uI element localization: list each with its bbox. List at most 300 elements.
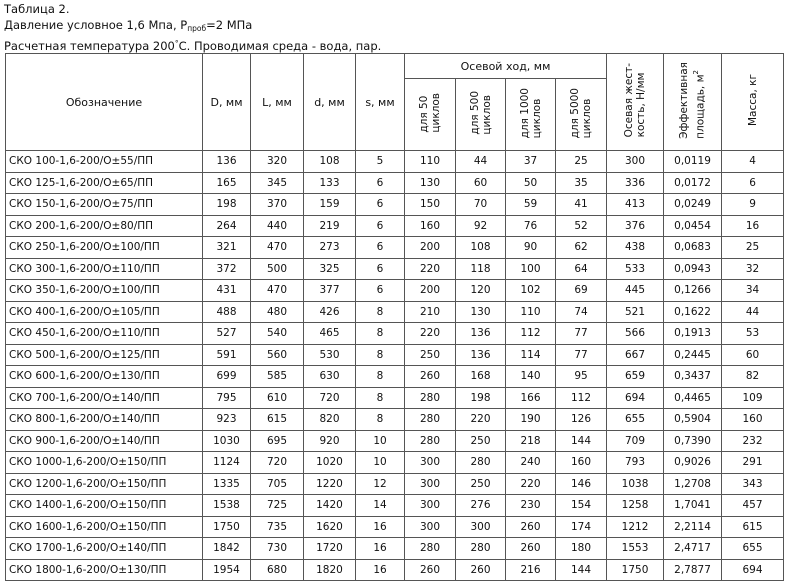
cell-D: 1842	[203, 538, 251, 560]
cell-D: 264	[203, 215, 251, 237]
c5000-label-2: циклов	[581, 98, 594, 139]
cell-50-cycles: 150	[405, 194, 456, 216]
cell-area: 2,2114	[664, 516, 722, 538]
cell-50-cycles: 200	[405, 237, 456, 259]
cell-50-cycles: 280	[405, 430, 456, 452]
cell-1000-cycles: 166	[506, 387, 556, 409]
cell-50-cycles: 260	[405, 559, 456, 581]
cell-area: 2,4717	[664, 538, 722, 560]
c50-label-1: для 50	[418, 95, 430, 133]
cell-stiffness: 438	[607, 237, 664, 259]
cell-area: 0,3437	[664, 366, 722, 388]
cell-5000-cycles: 64	[556, 258, 607, 280]
cell-1000-cycles: 260	[506, 538, 556, 560]
cell-L: 480	[251, 301, 304, 323]
cell-D: 136	[203, 151, 251, 173]
cell-mass: 32	[722, 258, 784, 280]
cell-mass: 232	[722, 430, 784, 452]
cell-name: СКО 700-1,6-200/О±140/ПП	[6, 387, 203, 409]
cell-stiffness: 445	[607, 280, 664, 302]
cell-stiffness: 1212	[607, 516, 664, 538]
cell-name: СКО 500-1,6-200/О±125/ПП	[6, 344, 203, 366]
cell-L: 560	[251, 344, 304, 366]
cell-50-cycles: 130	[405, 172, 456, 194]
cell-stiffness: 655	[607, 409, 664, 431]
cell-50-cycles: 200	[405, 280, 456, 302]
cell-s: 8	[356, 409, 405, 431]
cell-D: 1750	[203, 516, 251, 538]
cell-name: СКО 150-1,6-200/О±75/ПП	[6, 194, 203, 216]
cell-D: 1954	[203, 559, 251, 581]
cell-s: 6	[356, 215, 405, 237]
degree-mark: °	[174, 39, 179, 48]
cell-50-cycles: 280	[405, 409, 456, 431]
cell-1000-cycles: 59	[506, 194, 556, 216]
cell-50-cycles: 260	[405, 366, 456, 388]
c1000-label-2: циклов	[530, 98, 543, 139]
cell-1000-cycles: 230	[506, 495, 556, 517]
table-row	[6, 430, 784, 452]
cell-stiffness: 709	[607, 430, 664, 452]
cell-stiffness: 566	[607, 323, 664, 345]
cell-name: СКО 350-1,6-200/О±100/ПП	[6, 280, 203, 302]
cell-name: СКО 1800-1,6-200/О±130/ПП	[6, 559, 203, 581]
cell-5000-cycles: 180	[556, 538, 607, 560]
cell-area: 0,7390	[664, 430, 722, 452]
cell-name: СКО 100-1,6-200/О±55/ПП	[6, 151, 203, 173]
cell-stiffness: 336	[607, 172, 664, 194]
cell-s: 16	[356, 516, 405, 538]
cell-50-cycles: 300	[405, 473, 456, 495]
cell-stiffness: 1750	[607, 559, 664, 581]
cell-500-cycles: 280	[456, 452, 506, 474]
cell-50-cycles: 300	[405, 516, 456, 538]
cell-mass: 6	[722, 172, 784, 194]
cell-500-cycles: 92	[456, 215, 506, 237]
cell-area: 0,1622	[664, 301, 722, 323]
cell-L: 320	[251, 151, 304, 173]
cell-500-cycles: 70	[456, 194, 506, 216]
c500-label-1: для 500	[468, 91, 481, 135]
cell-stiffness: 521	[607, 301, 664, 323]
cell-s: 6	[356, 194, 405, 216]
cell-name: СКО 300-1,6-200/О±110/ПП	[6, 258, 203, 280]
cell-mass: 34	[722, 280, 784, 302]
cell-mass: 343	[722, 473, 784, 495]
cell-mass: 82	[722, 366, 784, 388]
cell-stiffness: 667	[607, 344, 664, 366]
cell-1000-cycles: 112	[506, 323, 556, 345]
cell-L: 730	[251, 538, 304, 560]
cell-50-cycles: 300	[405, 452, 456, 474]
table-row	[6, 344, 784, 366]
table-row	[6, 151, 784, 173]
cell-mass: 60	[722, 344, 784, 366]
cell-1000-cycles: 102	[506, 280, 556, 302]
cell-d: 325	[304, 258, 356, 280]
table-row	[6, 366, 784, 388]
pressure-line	[4, 18, 381, 37]
cell-1000-cycles: 140	[506, 366, 556, 388]
cell-5000-cycles: 144	[556, 430, 607, 452]
cell-d: 920	[304, 430, 356, 452]
axial-stroke-group-header: Осевой ход, мм	[405, 54, 607, 79]
cell-stiffness: 533	[607, 258, 664, 280]
area-label-2: площадь, м	[694, 74, 707, 139]
cell-s: 10	[356, 452, 405, 474]
table-row	[6, 215, 784, 237]
cell-D: 591	[203, 344, 251, 366]
cell-s: 8	[356, 344, 405, 366]
cell-mass: 160	[722, 409, 784, 431]
table-row	[6, 409, 784, 431]
table-row	[6, 301, 784, 323]
col-500-cycles-header	[456, 79, 506, 151]
temperature-line	[4, 36, 381, 55]
cell-name: СКО 200-1,6-200/О±80/ПП	[6, 215, 203, 237]
cell-5000-cycles: 41	[556, 194, 607, 216]
c500-label	[469, 91, 493, 135]
cell-name: СКО 1000-1,6-200/О±150/ПП	[6, 452, 203, 474]
mass-label: Масса, кг	[746, 74, 759, 127]
cell-d: 530	[304, 344, 356, 366]
cell-s: 6	[356, 237, 405, 259]
cell-L: 585	[251, 366, 304, 388]
cell-1000-cycles: 50	[506, 172, 556, 194]
cell-area: 0,0119	[664, 151, 722, 173]
cell-D: 1538	[203, 495, 251, 517]
c5000-label-1: для 5000	[569, 87, 582, 139]
cell-mass: 655	[722, 538, 784, 560]
cell-1000-cycles: 216	[506, 559, 556, 581]
cell-stiffness: 1553	[607, 538, 664, 560]
cell-s: 5	[356, 151, 405, 173]
table-body	[6, 151, 784, 581]
cell-d: 377	[304, 280, 356, 302]
cell-s: 14	[356, 495, 405, 517]
table-row	[6, 495, 784, 517]
cell-5000-cycles: 95	[556, 366, 607, 388]
cell-area: 0,0683	[664, 237, 722, 259]
cell-L: 470	[251, 280, 304, 302]
cell-5000-cycles: 77	[556, 344, 607, 366]
cell-s: 6	[356, 280, 405, 302]
area-label-sup: 2	[692, 70, 701, 75]
cell-L: 615	[251, 409, 304, 431]
table-row	[6, 258, 784, 280]
cell-D: 431	[203, 280, 251, 302]
table-row	[6, 237, 784, 259]
cell-s: 10	[356, 430, 405, 452]
cell-d: 159	[304, 194, 356, 216]
cell-area: 0,1266	[664, 280, 722, 302]
cell-50-cycles: 220	[405, 258, 456, 280]
cell-L: 705	[251, 473, 304, 495]
cell-area: 0,4465	[664, 387, 722, 409]
cell-5000-cycles: 112	[556, 387, 607, 409]
cell-s: 6	[356, 172, 405, 194]
cell-1000-cycles: 218	[506, 430, 556, 452]
cell-500-cycles: 136	[456, 323, 506, 345]
col-s-header: s, мм	[356, 54, 405, 151]
cell-5000-cycles: 77	[556, 323, 607, 345]
cell-D: 1124	[203, 452, 251, 474]
cell-name: СКО 900-1,6-200/О±140/ПП	[6, 430, 203, 452]
cell-D: 795	[203, 387, 251, 409]
cell-50-cycles: 110	[405, 151, 456, 173]
cell-5000-cycles: 144	[556, 559, 607, 581]
cell-d: 133	[304, 172, 356, 194]
c1000-label-1: для 1000	[518, 87, 531, 139]
table-row	[6, 280, 784, 302]
cell-L: 470	[251, 237, 304, 259]
cell-name: СКО 1400-1,6-200/О±150/ПП	[6, 495, 203, 517]
cell-500-cycles: 44	[456, 151, 506, 173]
cell-stiffness: 793	[607, 452, 664, 474]
cell-area: 0,1913	[664, 323, 722, 345]
cell-mass: 25	[722, 237, 784, 259]
cell-500-cycles: 198	[456, 387, 506, 409]
cell-D: 488	[203, 301, 251, 323]
cell-5000-cycles: 154	[556, 495, 607, 517]
cell-mass: 16	[722, 215, 784, 237]
cell-area: 1,7041	[664, 495, 722, 517]
cell-mass: 457	[722, 495, 784, 517]
cell-500-cycles: 118	[456, 258, 506, 280]
cell-stiffness: 694	[607, 387, 664, 409]
cell-d: 1220	[304, 473, 356, 495]
cell-d: 108	[304, 151, 356, 173]
cell-name: СКО 125-1,6-200/О±65/ПП	[6, 172, 203, 194]
cell-5000-cycles: 126	[556, 409, 607, 431]
table-row	[6, 194, 784, 216]
cell-1000-cycles: 240	[506, 452, 556, 474]
cell-500-cycles: 250	[456, 430, 506, 452]
col-d-header: d, мм	[304, 54, 356, 151]
cell-name: СКО 600-1,6-200/О±130/ПП	[6, 366, 203, 388]
cell-mass: 615	[722, 516, 784, 538]
cell-d: 1620	[304, 516, 356, 538]
table-row	[6, 452, 784, 474]
cell-d: 273	[304, 237, 356, 259]
table-title: Таблица 2.	[4, 2, 70, 16]
cell-500-cycles: 120	[456, 280, 506, 302]
cell-stiffness: 1258	[607, 495, 664, 517]
cell-500-cycles: 220	[456, 409, 506, 431]
c5000-label	[569, 88, 593, 138]
table-row	[6, 473, 784, 495]
cell-1000-cycles: 90	[506, 237, 556, 259]
cell-d: 1820	[304, 559, 356, 581]
cell-mass: 53	[722, 323, 784, 345]
cell-1000-cycles: 110	[506, 301, 556, 323]
cell-L: 440	[251, 215, 304, 237]
cell-name: СКО 400-1,6-200/О±105/ПП	[6, 301, 203, 323]
cell-stiffness: 376	[607, 215, 664, 237]
cell-5000-cycles: 174	[556, 516, 607, 538]
cell-d: 426	[304, 301, 356, 323]
c50-label	[418, 93, 442, 133]
cell-5000-cycles: 69	[556, 280, 607, 302]
cell-s: 8	[356, 323, 405, 345]
c500-label-2: циклов	[480, 95, 493, 135]
cell-d: 1720	[304, 538, 356, 560]
cell-s: 8	[356, 387, 405, 409]
cell-L: 370	[251, 194, 304, 216]
cell-mass: 291	[722, 452, 784, 474]
col-1000-cycles-header	[506, 79, 556, 151]
stiffness-label	[623, 63, 647, 137]
cell-L: 345	[251, 172, 304, 194]
cell-1000-cycles: 37	[506, 151, 556, 173]
cell-name: СКО 1700-1,6-200/О±140/ПП	[6, 538, 203, 560]
col-50-cycles-header	[405, 79, 456, 151]
area-label-1: Эффективная	[678, 62, 691, 139]
table-row	[6, 516, 784, 538]
stiffness-label-2: кость, Н/мм	[635, 72, 648, 138]
cell-L: 725	[251, 495, 304, 517]
cell-50-cycles: 300	[405, 495, 456, 517]
table-caption	[4, 2, 381, 55]
cell-500-cycles: 130	[456, 301, 506, 323]
cell-5000-cycles: 74	[556, 301, 607, 323]
cell-d: 465	[304, 323, 356, 345]
cell-5000-cycles: 146	[556, 473, 607, 495]
cell-500-cycles: 168	[456, 366, 506, 388]
cell-stiffness: 300	[607, 151, 664, 173]
cell-name: СКО 1600-1,6-200/О±150/ПП	[6, 516, 203, 538]
temperature-text-end: C. Проводимая среда - вода, пар.	[178, 39, 382, 53]
cell-D: 1335	[203, 473, 251, 495]
cell-area: 0,0454	[664, 215, 722, 237]
col-stiffness-header	[607, 54, 664, 151]
cell-d: 720	[304, 387, 356, 409]
stiffness-label-1: Осевая жест-	[623, 63, 636, 138]
cell-D: 699	[203, 366, 251, 388]
cell-500-cycles: 60	[456, 172, 506, 194]
cell-stiffness: 413	[607, 194, 664, 216]
cell-500-cycles: 276	[456, 495, 506, 517]
cell-mass: 9	[722, 194, 784, 216]
cell-d: 1020	[304, 452, 356, 474]
cell-mass: 4	[722, 151, 784, 173]
cell-50-cycles: 280	[405, 387, 456, 409]
col-name-header: Обозначение	[6, 54, 203, 151]
col-area-header	[664, 54, 722, 151]
cell-area: 0,0172	[664, 172, 722, 194]
cell-d: 219	[304, 215, 356, 237]
cell-500-cycles: 300	[456, 516, 506, 538]
cell-5000-cycles: 52	[556, 215, 607, 237]
cell-L: 720	[251, 452, 304, 474]
cell-name: СКО 800-1,6-200/О±140/ПП	[6, 409, 203, 431]
cell-name: СКО 1200-1,6-200/О±150/ПП	[6, 473, 203, 495]
cell-D: 165	[203, 172, 251, 194]
table-row	[6, 538, 784, 560]
cell-mass: 109	[722, 387, 784, 409]
col-5000-cycles-header	[556, 79, 607, 151]
cell-D: 527	[203, 323, 251, 345]
cell-d: 1420	[304, 495, 356, 517]
cell-name: СКО 250-1,6-200/О±100/ПП	[6, 237, 203, 259]
cell-name: СКО 450-1,6-200/О±110/ПП	[6, 323, 203, 345]
cell-1000-cycles: 220	[506, 473, 556, 495]
pressure-text-end: =2 МПа	[206, 17, 253, 32]
cell-50-cycles: 160	[405, 215, 456, 237]
cell-50-cycles: 210	[405, 301, 456, 323]
cell-L: 695	[251, 430, 304, 452]
cell-L: 735	[251, 516, 304, 538]
table-row	[6, 387, 784, 409]
cell-1000-cycles: 100	[506, 258, 556, 280]
cell-500-cycles: 250	[456, 473, 506, 495]
cell-D: 198	[203, 194, 251, 216]
cell-area: 0,0249	[664, 194, 722, 216]
table-row	[6, 323, 784, 345]
cell-L: 500	[251, 258, 304, 280]
cell-L: 680	[251, 559, 304, 581]
table-row	[6, 172, 784, 194]
c1000-label	[519, 88, 543, 138]
cell-1000-cycles: 260	[506, 516, 556, 538]
cell-s: 16	[356, 538, 405, 560]
pressure-subscript: проб	[187, 23, 207, 33]
cell-L: 540	[251, 323, 304, 345]
col-D-header: D, мм	[203, 54, 251, 151]
cell-s: 6	[356, 258, 405, 280]
cell-L: 610	[251, 387, 304, 409]
cell-area: 0,0943	[664, 258, 722, 280]
cell-mass: 44	[722, 301, 784, 323]
cell-stiffness: 659	[607, 366, 664, 388]
cell-s: 12	[356, 473, 405, 495]
cell-500-cycles: 108	[456, 237, 506, 259]
cell-5000-cycles: 160	[556, 452, 607, 474]
cell-5000-cycles: 25	[556, 151, 607, 173]
cell-area: 1,2708	[664, 473, 722, 495]
cell-5000-cycles: 35	[556, 172, 607, 194]
cell-s: 8	[356, 366, 405, 388]
cell-50-cycles: 220	[405, 323, 456, 345]
cell-5000-cycles: 62	[556, 237, 607, 259]
col-L-header: L, мм	[251, 54, 304, 151]
cell-mass: 694	[722, 559, 784, 581]
col-mass-header	[722, 54, 784, 151]
cell-D: 1030	[203, 430, 251, 452]
cell-area: 0,5904	[664, 409, 722, 431]
cell-1000-cycles: 114	[506, 344, 556, 366]
cell-500-cycles: 260	[456, 559, 506, 581]
table-row	[6, 559, 784, 581]
cell-stiffness: 1038	[607, 473, 664, 495]
cell-D: 923	[203, 409, 251, 431]
cell-area: 0,9026	[664, 452, 722, 474]
cell-D: 321	[203, 237, 251, 259]
cell-500-cycles: 136	[456, 344, 506, 366]
cell-50-cycles: 250	[405, 344, 456, 366]
cell-1000-cycles: 76	[506, 215, 556, 237]
cell-area: 0,2445	[664, 344, 722, 366]
cell-s: 16	[356, 559, 405, 581]
area-label	[678, 62, 707, 139]
c50-label-2: циклов	[430, 93, 442, 133]
pressure-text: Давление условное 1,6 Мпа, P	[4, 17, 188, 32]
cell-D: 372	[203, 258, 251, 280]
cell-area: 2,7877	[664, 559, 722, 581]
cell-1000-cycles: 190	[506, 409, 556, 431]
cell-50-cycles: 280	[405, 538, 456, 560]
cell-500-cycles: 280	[456, 538, 506, 560]
